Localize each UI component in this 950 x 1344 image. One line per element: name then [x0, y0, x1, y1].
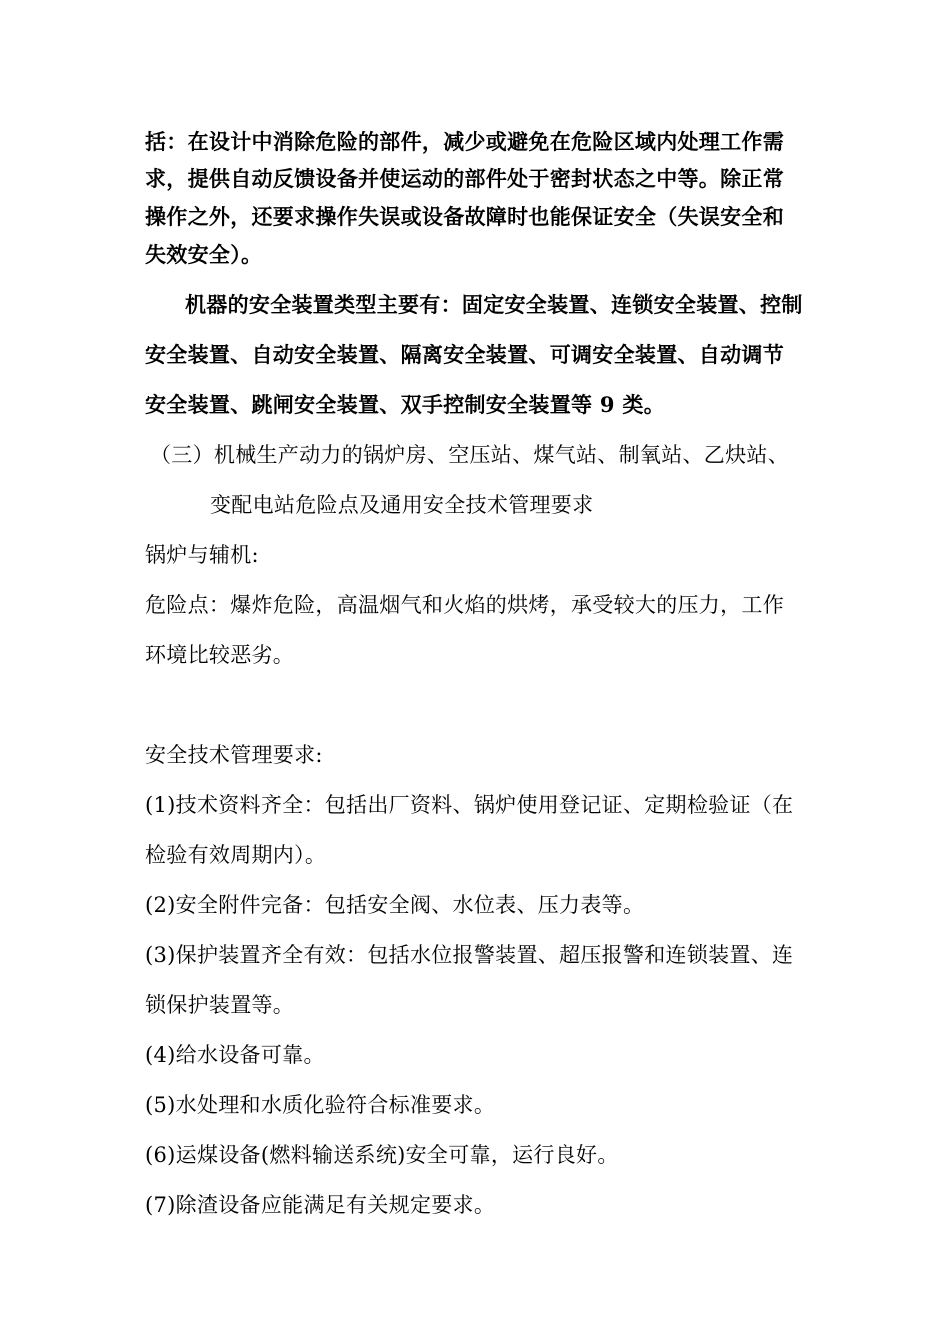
requirement-item: (1)技术资料齐全：包括出厂资料、锅炉使用登记证、定期检验证（在: [145, 793, 794, 817]
requirements-title: 安全技术管理要求:: [145, 743, 323, 767]
requirement-item: 检验有效周期内）。: [145, 843, 327, 867]
danger-line-2: 环境比较恶劣。: [145, 643, 295, 667]
section-heading-line-2: 变配电站危险点及通用安全技术管理要求: [210, 493, 594, 517]
para2-line-2: 安全装置、自动安全装置、隔离安全装置、可调安全装置、自动调节: [145, 342, 784, 367]
requirement-item: (2)安全附件完备：包括安全阀、水位表、压力表等。: [145, 893, 645, 917]
requirement-item: 锁保护装置等。: [145, 993, 295, 1017]
requirement-item: (6)运煤设备(燃料输送系统)安全可靠，运行良好。: [145, 1143, 619, 1167]
para2-line-3: 安全装置、跳闸安全装置、双手控制安全装置等 9 类。: [145, 392, 666, 417]
para1-line-3: 操作之外，还要求操作失误或设备故障时也能保证安全（失误安全和: [145, 204, 784, 229]
boiler-title: 锅炉与辅机:: [145, 543, 259, 567]
requirement-item: (3)保护装置齐全有效：包括水位报警装置、超压报警和连锁装置、连: [145, 943, 794, 967]
para1-line-2: 求，提供自动反馈设备并使运动的部件处于密封状态之中等。除正常: [145, 166, 784, 191]
requirement-item: (7)除渣设备应能满足有关规定要求。: [145, 1193, 496, 1217]
section-heading-line-1: （三）机械生产动力的锅炉房、空压站、煤气站、制氧站、乙炔站、: [150, 443, 789, 467]
para2-line-1: 机器的安全装置类型主要有：固定安全装置、连锁安全装置、控制: [185, 292, 803, 317]
requirement-item: (5)水处理和水质化验符合标准要求。: [145, 1093, 496, 1117]
requirement-item: (4)给水设备可靠。: [145, 1043, 325, 1067]
danger-line-1: 危险点：爆炸危险，高温烟气和火焰的烘烤，承受较大的压力，工作: [145, 593, 784, 617]
para1-line-1: 括：在设计中消除危险的部件，减少或避免在危险区域内处理工作需: [145, 129, 784, 154]
para1-line-4: 失效安全）。: [145, 242, 263, 267]
